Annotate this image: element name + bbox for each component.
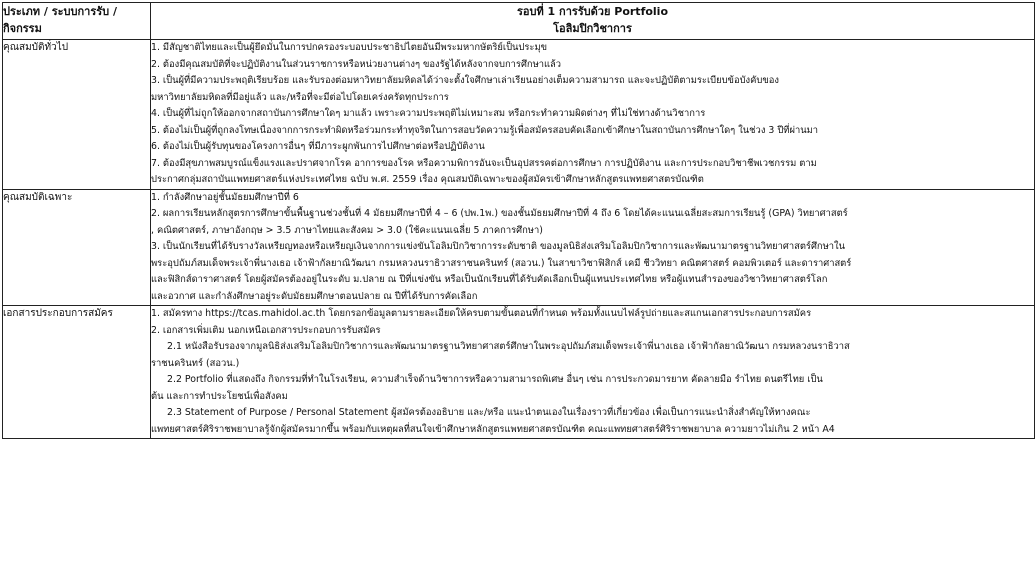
documents-line-5: 2.2 Portfolio ที่แสดงถึง กิจกรรมที่ทำในโรงเรียน, ความสำเร็จด้านวิชาการหรือความสามารถพิเศษ อื่นๆ เช่น การประกวดมารยาท คัดลายมือ รำไทย ดนตรีไทย เป็น bbox=[167, 374, 823, 385]
documents-cell bbox=[151, 306, 1035, 439]
general-line-8: 7. ต้องมีสุขภาพสมบูรณ์แข็งแรงและปราศจากโรค อาการของโรค หรือความพิการอันจะเป็นอุปสรรคต่อการศึกษา การปฏิบัติงาน และการประกอบวิชาชีพเวชกรรม ตาม bbox=[151, 157, 817, 169]
round-header-line1: รอบที่ 1 การรับด้วย Portfolio bbox=[516, 5, 669, 18]
specific-line-3: , คณิตศาสตร์, ภาษาอังกฤษ > 3.5 ภาษาไทยและสังคม > 3.0 (ใช้คะแนนเฉลี่ย 5 ภาคการศึกษา) bbox=[151, 224, 543, 236]
general-line-6: 5. ต้องไม่เป็นผู้ที่ถูกลงโทษเนื่องจากการกระทำผิดหรือร่วมกระทำทุจริตในการสอบวัดความรู้เพื่อสมัครสอบคัดเลือกเข้าศึกษาในสถาบันการศึกษาใดๆ ในช่วง 3 ปีที่ผ่านมา bbox=[151, 124, 819, 136]
documents-line-7: 2.3 Statement of Purpose / Personal Statement ผู้สมัครต้องอธิบาย และ/หรือ แนะนำตนเองในเรื่องราวที่เกี่ยวข้อง เพื่อเป็นการแนะนำสิ่งสำคัญให้ทางคณะ bbox=[167, 407, 811, 418]
table-row-documents bbox=[3, 306, 1035, 439]
general-line-9: ประกาศกลุ่มสถาบันแพทยศาสตร์แห่งประเทศไทย ฉบับ พ.ศ. 2559 เรื่อง คุณสมบัติเฉพาะของผู้สมัครเข้าศึกษาหลักสูตรแพทยศาสตรบัณฑิต bbox=[151, 174, 704, 185]
specific-requirements-cell bbox=[151, 189, 1035, 306]
table-row-specific bbox=[3, 189, 1035, 306]
type-header-line2: กิจกรรม bbox=[3, 22, 42, 35]
specific-line-6: และฟิสิกส์ดาราศาสตร์ โดยผู้สมัครต้องอยู่ในระดับ ม.ปลาย ณ ปีที่แข่งขัน หรือเป็นนักเรียนที่ได้รับคัดเลือกเป็นผู้แทนประเทศไทย หรือผู้แทนสำรองของวิชาวิทยาศาสตร์โลก bbox=[151, 274, 828, 285]
type-header-cell bbox=[3, 3, 151, 40]
specific-line-5: พระอุปถัมภ์สมเด็จพระเจ้าพี่นางเธอ เจ้าฟ้ากัลยาณิวัฒนา กรมหลวงนราธิวาสราชนครินทร์ (สอวน.) ในสาขาวิชาฟิสิกส์ เคมี ชีววิทยา คณิตศาสตร์ คอมพิวเตอร์ และดาราศาสตร์ bbox=[151, 257, 852, 269]
category-documents: เอกสารประกอบการสมัคร bbox=[3, 306, 151, 439]
round-header-cell bbox=[151, 3, 1035, 40]
general-line-5: 4. เป็นผู้ที่ไม่ถูกให้ออกจากสถาบันการศึกษาใดๆ มาแล้ว เพราะความประพฤติไม่เหมาะสม หรือกระทำความผิดต่างๆ ที่ไม่ใช่ทางด้านวิชาการ bbox=[151, 108, 706, 119]
general-line-1: 1. มีสัญชาติไทยและเป็นผู้ยึดมั่นในการปกครองระบอบประชาธิปไตยอันมีพระมหากษัตริย์เป็นประมุข bbox=[151, 42, 548, 53]
general-line-2: 2. ต้องมีคุณสมบัติที่จะปฏิบัติงานในส่วนราชการหรือหน่วยงานต่างๆ ของรัฐได้หลังจากจบการศึกษาแล้ว bbox=[151, 58, 562, 70]
general-line-3: 3. เป็นผู้ที่มีความประพฤติเรียบร้อย และรับรองต่อมหาวิทยาลัยมหิดลได้ว่าจะตั้งใจศึกษาเล่าเรียนอย่างเต็มความสามารถ และจะปฏิบัติตามระเบียบข้อบังคับของ bbox=[151, 75, 779, 86]
general-requirements-cell bbox=[151, 40, 1035, 190]
type-header-line1: ประเภท / ระบบการรับ / bbox=[3, 5, 118, 18]
documents-line-3: 2.1 หนังสือรับรองจากมูลนิธิส่งเสริมโอลิมปิกวิชาการและพัฒนามาตรฐานวิทยาศาสตร์ศึกษาในพระอุปถัมภ์สมเด็จพระเจ้าพี่นางเธอ เจ้าฟ้ากัลยาณิวัฒนา กรมหลวงนราธิวาส bbox=[167, 341, 850, 352]
specific-line-2: 2. ผลการเรียนหลักสูตรการศึกษาขั้นพื้นฐานช่วงชั้นที่ 4 มัธยมศึกษาปีที่ 4 – 6 (ปพ.1พ.) ของชั้นมัธยมศึกษาปีที่ 4 ถึง 6 โดยได้คะแนนเฉลี่ยสะสมการเรียนรู้ (GPA) วิทยาศาสตร์ bbox=[151, 208, 848, 219]
round-header-line2: โอลิมปิกวิชาการ bbox=[553, 22, 632, 35]
category-general: คุณสมบัติทั่วไป bbox=[3, 40, 151, 190]
specific-line-4: 3. เป็นนักเรียนที่ได้รับรางวัลเหรียญทองหรือเหรียญเงินจากการแข่งขันโอลิมปิกวิชาการระดับชาติ ของมูลนิธิส่งเสริมโอลิมปิกวิชาการและพัฒนามาตรฐานวิทยาศาสตร์ศึกษาใน bbox=[151, 241, 846, 252]
general-line-7: 6. ต้องไม่เป็นผู้รับทุนของโครงการอื่นๆ ที่มีภาระผูกพันการไปศึกษาต่อหรือปฏิบัติงาน bbox=[151, 141, 485, 152]
general-line-4: มหาวิทยาลัยมหิดลที่มีอยู่แล้ว และ/หรือที่จะมีต่อไปโดยเคร่งครัดทุกประการ bbox=[151, 91, 449, 103]
documents-line-1: 1. สมัครทาง https://tcas.mahidol.ac.th โดยกรอกข้อมูลตามรายละเอียดให้ครบตามขั้นตอนที่กำหนด พร้อมทั้งแนบไฟล์รูปถ่ายและสแกนเอกสารประกอบการสมัคร bbox=[151, 308, 812, 319]
admission-criteria-table bbox=[2, 2, 1035, 439]
documents-line-2: 2. เอกสารเพิ่มเติม นอกเหนือเอกสารประกอบการรับสมัคร bbox=[151, 324, 381, 336]
specific-line-1: 1. กำลังศึกษาอยู่ชั้นมัธยมศึกษาปีที่ 6 bbox=[151, 191, 299, 203]
table-row-general bbox=[3, 40, 1035, 190]
documents-line-4: ราชนครินทร์ (สอวน.) bbox=[151, 357, 240, 369]
documents-line-6: ต้น และการทำประโยชน์เพื่อสังคม bbox=[151, 390, 288, 402]
category-specific: คุณสมบัติเฉพาะ bbox=[3, 189, 151, 306]
documents-line-8: แพทยศาสตร์ศิริราชพยาบาลรู้จักผู้สมัครมากขึ้น พร้อมกับเหตุผลที่สนใจเข้าศึกษาหลักสูตรแพทยศาสตรบัณฑิต คณะแพทยศาสตร์ศิริราชพยาบาล ความยาวไม่เกิน 2 หน้า A4 bbox=[151, 423, 835, 435]
specific-line-7: และอวกาศ และกำลังศึกษาอยู่ระดับมัธยมศึกษาตอนปลาย ณ ปีที่ได้รับการคัดเลือก bbox=[151, 290, 478, 302]
table-header-row bbox=[3, 3, 1035, 40]
